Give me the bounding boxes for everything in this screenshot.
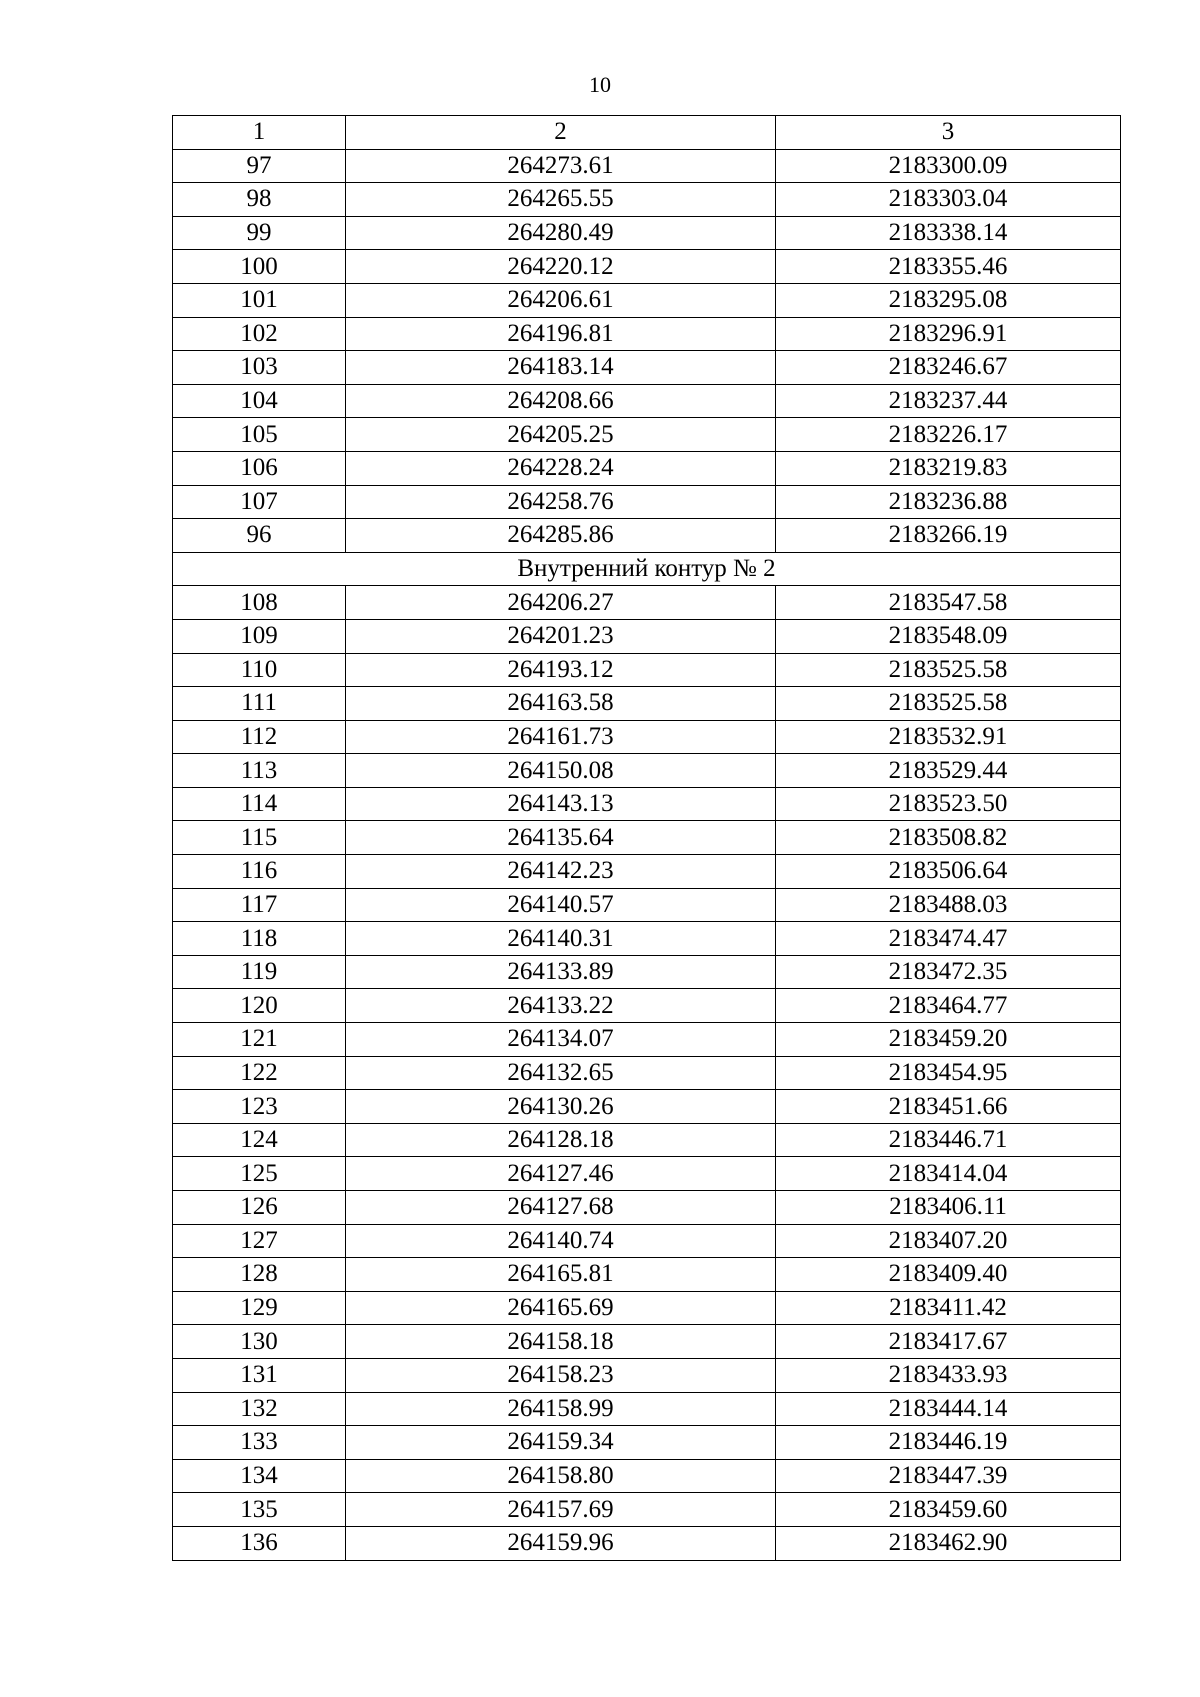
point-number-cell: 103 <box>173 351 346 385</box>
x-coordinate-cell: 264165.81 <box>346 1258 776 1292</box>
point-number-cell: 114 <box>173 787 346 821</box>
y-coordinate-cell: 2183508.82 <box>776 821 1121 855</box>
point-number-cell: 102 <box>173 317 346 351</box>
point-number-cell: 101 <box>173 283 346 317</box>
y-coordinate-cell: 2183454.95 <box>776 1056 1121 1090</box>
y-coordinate-cell: 2183462.90 <box>776 1526 1121 1560</box>
y-coordinate-cell: 2183474.47 <box>776 922 1121 956</box>
x-coordinate-cell: 264133.89 <box>346 955 776 989</box>
x-coordinate-cell: 264157.69 <box>346 1493 776 1527</box>
x-coordinate-cell: 264265.55 <box>346 183 776 217</box>
y-coordinate-cell: 2183300.09 <box>776 149 1121 183</box>
table-row <box>173 1056 1121 1090</box>
y-coordinate-cell: 2183409.40 <box>776 1258 1121 1292</box>
x-coordinate-cell: 264127.68 <box>346 1191 776 1225</box>
x-coordinate-cell: 264183.14 <box>346 351 776 385</box>
table-row <box>173 418 1121 452</box>
x-coordinate-cell: 264208.66 <box>346 384 776 418</box>
y-coordinate-cell: 2183547.58 <box>776 586 1121 620</box>
coordinates-table <box>172 115 1121 1561</box>
table-row <box>173 1291 1121 1325</box>
table-row <box>173 720 1121 754</box>
point-number-cell: 113 <box>173 754 346 788</box>
x-coordinate-cell: 264135.64 <box>346 821 776 855</box>
y-coordinate-cell: 2183459.20 <box>776 1023 1121 1057</box>
table-row <box>173 384 1121 418</box>
x-coordinate-cell: 264140.74 <box>346 1224 776 1258</box>
y-coordinate-cell: 2183472.35 <box>776 955 1121 989</box>
table-row <box>173 1526 1121 1560</box>
x-coordinate-cell: 264196.81 <box>346 317 776 351</box>
x-coordinate-cell: 264133.22 <box>346 989 776 1023</box>
table-header-row <box>173 116 1121 150</box>
table-row <box>173 1493 1121 1527</box>
x-coordinate-cell: 264143.13 <box>346 787 776 821</box>
x-coordinate-cell: 264258.76 <box>346 485 776 519</box>
table-row <box>173 317 1121 351</box>
point-number-cell: 126 <box>173 1191 346 1225</box>
table-row <box>173 989 1121 1023</box>
point-number-cell: 123 <box>173 1090 346 1124</box>
point-number-cell: 118 <box>173 922 346 956</box>
table-row <box>173 1459 1121 1493</box>
x-coordinate-cell: 264158.99 <box>346 1392 776 1426</box>
y-coordinate-cell: 2183447.39 <box>776 1459 1121 1493</box>
y-coordinate-cell: 2183433.93 <box>776 1358 1121 1392</box>
x-coordinate-cell: 264158.18 <box>346 1325 776 1359</box>
point-number-cell: 122 <box>173 1056 346 1090</box>
table-row <box>173 216 1121 250</box>
table-row <box>173 922 1121 956</box>
y-coordinate-cell: 2183411.42 <box>776 1291 1121 1325</box>
y-coordinate-cell: 2183266.19 <box>776 519 1121 553</box>
point-number-cell: 117 <box>173 888 346 922</box>
x-coordinate-cell: 264140.57 <box>346 888 776 922</box>
x-coordinate-cell: 264158.80 <box>346 1459 776 1493</box>
y-coordinate-cell: 2183407.20 <box>776 1224 1121 1258</box>
point-number-cell: 125 <box>173 1157 346 1191</box>
table-row <box>173 1023 1121 1057</box>
y-coordinate-cell: 2183488.03 <box>776 888 1121 922</box>
x-coordinate-cell: 264128.18 <box>346 1123 776 1157</box>
point-number-cell: 97 <box>173 149 346 183</box>
y-coordinate-cell: 2183446.71 <box>776 1123 1121 1157</box>
x-coordinate-cell: 264158.23 <box>346 1358 776 1392</box>
header-cell-point-number: 1 <box>173 116 346 150</box>
y-coordinate-cell: 2183523.50 <box>776 787 1121 821</box>
table-row <box>173 485 1121 519</box>
y-coordinate-cell: 2183355.46 <box>776 250 1121 284</box>
point-number-cell: 107 <box>173 485 346 519</box>
y-coordinate-cell: 2183532.91 <box>776 720 1121 754</box>
table-row <box>173 519 1121 553</box>
table-row <box>173 283 1121 317</box>
point-number-cell: 131 <box>173 1358 346 1392</box>
y-coordinate-cell: 2183459.60 <box>776 1493 1121 1527</box>
point-number-cell: 135 <box>173 1493 346 1527</box>
y-coordinate-cell: 2183506.64 <box>776 855 1121 889</box>
x-coordinate-cell: 264193.12 <box>346 653 776 687</box>
x-coordinate-cell: 264273.61 <box>346 149 776 183</box>
point-number-cell: 112 <box>173 720 346 754</box>
table-row <box>173 653 1121 687</box>
table-row <box>173 351 1121 385</box>
y-coordinate-cell: 2183444.14 <box>776 1392 1121 1426</box>
y-coordinate-cell: 2183525.58 <box>776 687 1121 721</box>
x-coordinate-cell: 264142.23 <box>346 855 776 889</box>
point-number-cell: 119 <box>173 955 346 989</box>
table-row <box>173 619 1121 653</box>
x-coordinate-cell: 264163.58 <box>346 687 776 721</box>
point-number-cell: 100 <box>173 250 346 284</box>
x-coordinate-cell: 264161.73 <box>346 720 776 754</box>
x-coordinate-cell: 264228.24 <box>346 451 776 485</box>
x-coordinate-cell: 264285.86 <box>346 519 776 553</box>
table-row <box>173 149 1121 183</box>
x-coordinate-cell: 264220.12 <box>346 250 776 284</box>
page-number: 10 <box>589 72 611 97</box>
header-cell-y: 3 <box>776 116 1121 150</box>
x-coordinate-cell: 264127.46 <box>346 1157 776 1191</box>
point-number-cell: 111 <box>173 687 346 721</box>
table-row <box>173 787 1121 821</box>
table-row <box>173 1426 1121 1460</box>
point-number-cell: 132 <box>173 1392 346 1426</box>
point-number-cell: 120 <box>173 989 346 1023</box>
point-number-cell: 98 <box>173 183 346 217</box>
table-row <box>173 821 1121 855</box>
point-number-cell: 129 <box>173 1291 346 1325</box>
y-coordinate-cell: 2183525.58 <box>776 653 1121 687</box>
table-row <box>173 1123 1121 1157</box>
table-row <box>173 586 1121 620</box>
point-number-cell: 134 <box>173 1459 346 1493</box>
point-number-cell: 121 <box>173 1023 346 1057</box>
y-coordinate-cell: 2183464.77 <box>776 989 1121 1023</box>
y-coordinate-cell: 2183219.83 <box>776 451 1121 485</box>
point-number-cell: 105 <box>173 418 346 452</box>
point-number-cell: 96 <box>173 519 346 553</box>
point-number-cell: 109 <box>173 619 346 653</box>
table-row <box>173 855 1121 889</box>
table-row <box>173 955 1121 989</box>
table-row <box>173 1358 1121 1392</box>
table-row <box>173 1325 1121 1359</box>
x-coordinate-cell: 264130.26 <box>346 1090 776 1124</box>
point-number-cell: 99 <box>173 216 346 250</box>
point-number-cell: 116 <box>173 855 346 889</box>
y-coordinate-cell: 2183237.44 <box>776 384 1121 418</box>
x-coordinate-cell: 264159.34 <box>346 1426 776 1460</box>
point-number-cell: 115 <box>173 821 346 855</box>
x-coordinate-cell: 264206.27 <box>346 586 776 620</box>
x-coordinate-cell: 264134.07 <box>346 1023 776 1057</box>
x-coordinate-cell: 264165.69 <box>346 1291 776 1325</box>
table-row <box>173 1191 1121 1225</box>
y-coordinate-cell: 2183236.88 <box>776 485 1121 519</box>
table-row <box>173 1258 1121 1292</box>
y-coordinate-cell: 2183529.44 <box>776 754 1121 788</box>
y-coordinate-cell: 2183417.67 <box>776 1325 1121 1359</box>
table-row <box>173 451 1121 485</box>
table-row <box>173 687 1121 721</box>
y-coordinate-cell: 2183296.91 <box>776 317 1121 351</box>
y-coordinate-cell: 2183414.04 <box>776 1157 1121 1191</box>
table-row <box>173 1157 1121 1191</box>
x-coordinate-cell: 264132.65 <box>346 1056 776 1090</box>
table-row <box>173 1392 1121 1426</box>
point-number-cell: 108 <box>173 586 346 620</box>
x-coordinate-cell: 264140.31 <box>346 922 776 956</box>
x-coordinate-cell: 264150.08 <box>346 754 776 788</box>
point-number-cell: 128 <box>173 1258 346 1292</box>
point-number-cell: 133 <box>173 1426 346 1460</box>
point-number-cell: 136 <box>173 1526 346 1560</box>
table-row <box>173 1224 1121 1258</box>
point-number-cell: 124 <box>173 1123 346 1157</box>
point-number-cell: 104 <box>173 384 346 418</box>
x-coordinate-cell: 264201.23 <box>346 619 776 653</box>
y-coordinate-cell: 2183338.14 <box>776 216 1121 250</box>
y-coordinate-cell: 2183303.04 <box>776 183 1121 217</box>
y-coordinate-cell: 2183406.11 <box>776 1191 1121 1225</box>
section-row <box>173 552 1121 586</box>
point-number-cell: 110 <box>173 653 346 687</box>
coordinates-table-body <box>173 116 1121 1561</box>
section-title: Внутренний контур № 2 <box>173 552 1121 586</box>
x-coordinate-cell: 264206.61 <box>346 283 776 317</box>
y-coordinate-cell: 2183246.67 <box>776 351 1121 385</box>
y-coordinate-cell: 2183451.66 <box>776 1090 1121 1124</box>
table-row <box>173 183 1121 217</box>
y-coordinate-cell: 2183295.08 <box>776 283 1121 317</box>
table-row <box>173 1090 1121 1124</box>
point-number-cell: 130 <box>173 1325 346 1359</box>
table-row <box>173 754 1121 788</box>
point-number-cell: 106 <box>173 451 346 485</box>
point-number-cell: 127 <box>173 1224 346 1258</box>
y-coordinate-cell: 2183548.09 <box>776 619 1121 653</box>
y-coordinate-cell: 2183226.17 <box>776 418 1121 452</box>
x-coordinate-cell: 264205.25 <box>346 418 776 452</box>
header-cell-x: 2 <box>346 116 776 150</box>
table-row <box>173 250 1121 284</box>
x-coordinate-cell: 264280.49 <box>346 216 776 250</box>
y-coordinate-cell: 2183446.19 <box>776 1426 1121 1460</box>
x-coordinate-cell: 264159.96 <box>346 1526 776 1560</box>
table-row <box>173 888 1121 922</box>
